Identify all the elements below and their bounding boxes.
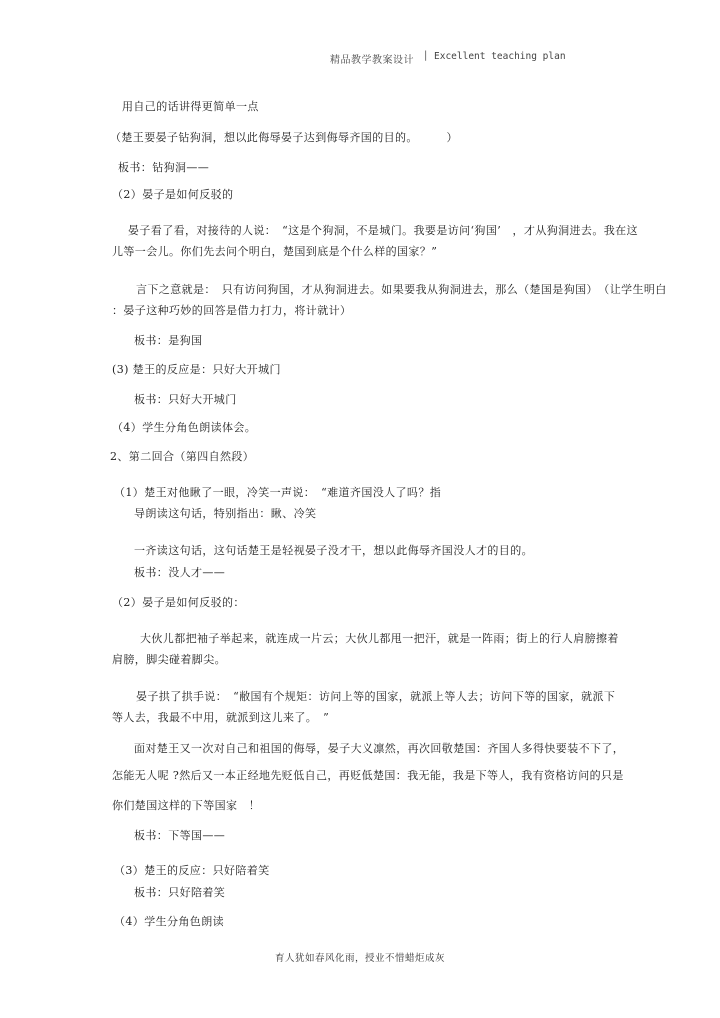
- text-line: 一齐读这句话，这句话楚王是轻视晏子没才干，想以此侮辱齐国没人才的目的。: [134, 544, 533, 557]
- text-line: （4）学生分角色朗读: [114, 915, 224, 928]
- text-line: （3）楚王的反应：只好陪着笑: [114, 864, 270, 877]
- text-line: 你们楚国这样的下等国家 ！: [112, 799, 261, 812]
- text-line: 导朗读这句话，特别指出：瞅、冷笑: [134, 507, 317, 520]
- text-line: 板书：只好陪着笑: [134, 886, 226, 899]
- text-line: （2）晏子是如何反驳的: [112, 188, 234, 201]
- text-line: 板书：下等国——: [134, 829, 226, 842]
- text-line: 怎能无人呢 ?然后又一本正经地先贬低自己，再贬低楚国：我无能，我是下等人，我有资格访问的只是: [112, 769, 624, 782]
- text-line: 肩膀，脚尖碰着脚尖。: [112, 653, 226, 666]
- text-line: （1）楚王对他瞅了一眼，冷笑一声说： “难道齐国没人了吗？指: [114, 486, 442, 499]
- text-line: 大伙儿都把袖子举起来，就连成一片云；大伙儿都甩一把汗，就是一阵雨；街上的行人肩膀擦着: [140, 632, 619, 645]
- text-line: （4）学生分角色朗读体会。: [112, 421, 257, 434]
- text-line: 晏子拱了拱手说： “敝国有个规矩：访问上等的国家，就派上等人去；访问下等的国家，就派下: [136, 690, 616, 703]
- text-line: （2）晏子是如何反驳的：: [112, 596, 245, 609]
- header-title-cn: 精品教学教案设计: [330, 55, 414, 66]
- text-line: （楚王要晏子钻狗洞，想以此侮辱晏子达到侮辱齐国的目的。 ）: [110, 131, 458, 144]
- text-line: 板书：钻狗洞——: [118, 161, 210, 174]
- text-line: 晏子看了看，对接待的人说： “这是个狗洞，不是城门。我要是访问‘狗国’ ，才从狗洞进去。我在这: [128, 224, 638, 237]
- text-line: 板书：只好大开城门: [134, 393, 237, 406]
- text-line: 2、第二回合（第四自然段）: [110, 450, 255, 463]
- page-footer: 育人犹如春风化雨，授业不惜蜡炬成灰: [274, 953, 445, 964]
- text-line: 用自己的话讲得更简单一点: [122, 100, 259, 113]
- text-line: 儿等一会儿。你们先去问个明白，楚国到底是个什么样的国家？”: [112, 245, 438, 258]
- text-line: 面对楚王又一次对自己和祖国的侮辱，晏子大义凛然，再次回敬楚国：齐国人多得快要装不下了，: [134, 742, 625, 755]
- text-line: 板书：没人才——: [134, 566, 226, 579]
- text-line: (3) 楚王的反应是：只好大开城门: [112, 363, 281, 376]
- text-line: 板书：是狗国: [134, 334, 203, 347]
- text-line: 等人去，我最不中用，就派到这儿来了。 ”: [112, 711, 330, 724]
- header-separator: |: [424, 50, 428, 61]
- text-line: 言下之意就是： 只有访问狗国，才从狗洞进去。如果要我从狗洞进去，那么（楚国是狗国） （让学生明白: [136, 283, 667, 296]
- header-title-en: Excellent teaching plan: [434, 51, 566, 62]
- page-header: [0, 51, 720, 67]
- text-line: ：晏子这种巧妙的回答是借力打力，将计就计）: [112, 304, 352, 317]
